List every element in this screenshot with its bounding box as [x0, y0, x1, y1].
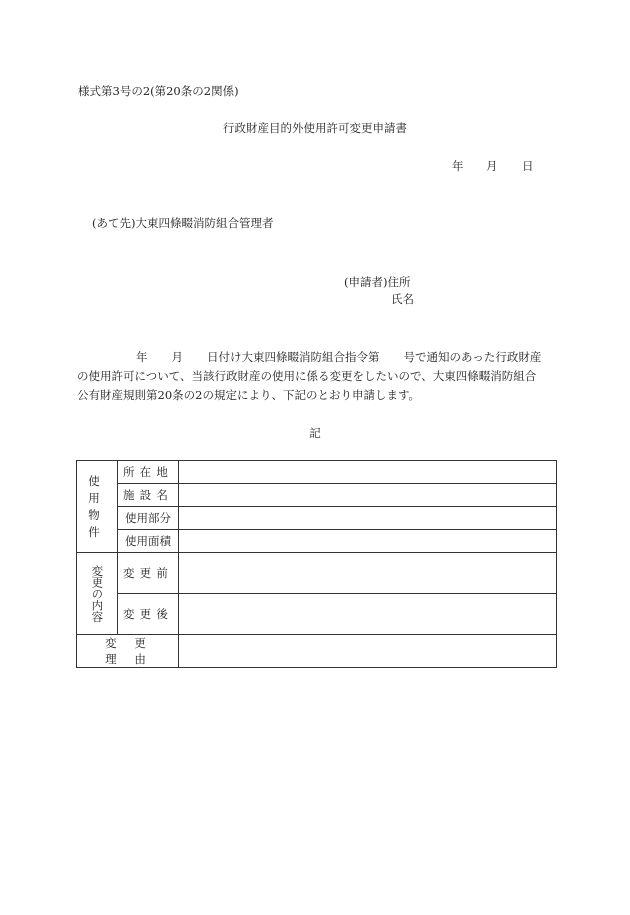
body-text [77, 348, 541, 406]
field-used-part[interactable] [179, 507, 557, 530]
label-used-area: 使用面積 [118, 530, 179, 553]
body-line-1-end: 号で通知のあった行政財産 [403, 350, 542, 364]
row-after-change [77, 594, 557, 635]
body-year: 年 [136, 350, 148, 364]
application-table [76, 460, 557, 668]
date-year: 年 [452, 159, 464, 173]
ki-heading: 記 [309, 426, 321, 440]
row-reason [77, 635, 557, 668]
field-before-change[interactable] [179, 553, 557, 594]
document-title: 行政財産目的外使用許可変更申請書 [223, 121, 407, 135]
group-usage-property-label: 使用物件 [88, 473, 106, 539]
label-after-change: 変更後 [118, 594, 179, 635]
row-used-area [77, 530, 557, 553]
group-usage-property [77, 461, 118, 553]
date-day: 日 [522, 159, 534, 173]
row-before-change [77, 553, 557, 594]
body-month: 月 [171, 350, 183, 364]
label-used-part: 使用部分 [118, 507, 179, 530]
field-reason[interactable] [179, 635, 557, 668]
row-location [77, 461, 557, 484]
group-change-content [77, 553, 118, 635]
body-line-1-rest: 日付け大東四條畷消防組合指令第 [207, 350, 380, 364]
label-location: 所在地 [118, 461, 179, 484]
row-used-part [77, 507, 557, 530]
group-change-content-label: 変更の内容 [90, 564, 105, 623]
label-before-change: 変更前 [118, 553, 179, 594]
field-used-area[interactable] [179, 530, 557, 553]
body-line-1 [77, 348, 541, 367]
label-reason: 変更理由 [77, 635, 179, 668]
form-number: 様式第3号の2(第20条の2関係) [78, 84, 239, 98]
date-line [452, 159, 534, 173]
row-facility [77, 484, 557, 507]
applicant-address-label: (申請者)住所 [344, 275, 411, 289]
body-line-3: 公有財産規則第20条の2の規定により、下記のとおり申請します。 [77, 388, 421, 403]
date-month: 月 [486, 159, 498, 173]
label-facility: 施設名 [118, 484, 179, 507]
field-location[interactable] [179, 461, 557, 484]
addressee: (あて先)大東四條畷消防組合管理者 [92, 216, 274, 230]
applicant-name-label: 氏名 [391, 292, 414, 306]
body-line-2: の使用許可について、当該行政財産の使用に係る変更をしたいので、大東四條畷消防組合 [77, 369, 537, 384]
field-after-change[interactable] [179, 594, 557, 635]
field-facility[interactable] [179, 484, 557, 507]
